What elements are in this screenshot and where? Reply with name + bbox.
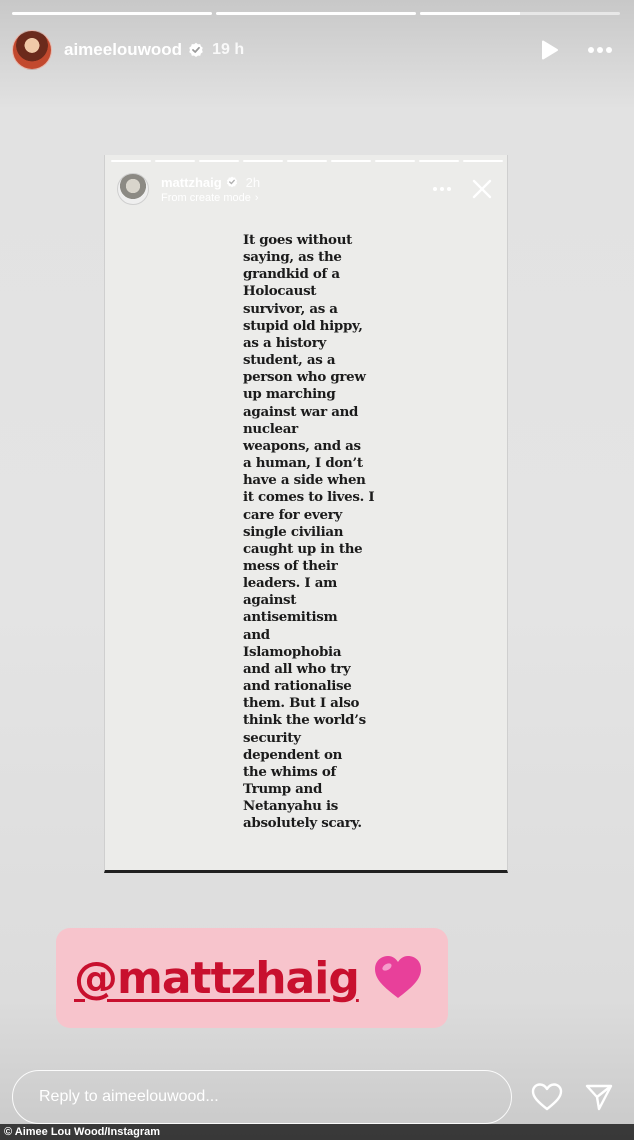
verified-badge-icon — [226, 176, 238, 188]
card-username[interactable]: mattzhaig — [161, 174, 222, 190]
card-progress — [111, 160, 503, 163]
more-icon[interactable] — [431, 182, 453, 196]
story-quote-text: It goes without saying, as the grandkid of a Holocaust survivor, as a stupid old hippy, as a history student, as a person who grew up marching against war and nuclear weapons, and as a human, I don’t have a side when it comes to lives. I care for every single civilian caught up in the mess of their leaders. I am against antisemitism and Islamophobia and all who try and rationalise them. But I also think the world’s security dependent on the whims of Trump and Netanyahu is absolutely scary. — [243, 232, 375, 832]
progress-segment — [420, 12, 620, 15]
mention-sticker[interactable] — [56, 928, 448, 1028]
play-icon[interactable] — [538, 39, 560, 61]
story-time: 19 h — [212, 41, 245, 58]
card-subtitle[interactable]: From create mode — [161, 191, 251, 204]
card-meta — [161, 175, 260, 204]
card-time: 2h — [245, 174, 261, 190]
close-icon[interactable] — [471, 178, 493, 200]
card-header — [117, 171, 497, 207]
more-icon[interactable] — [586, 39, 614, 61]
reshared-story-card[interactable] — [104, 155, 508, 873]
reply-input[interactable]: Reply to aimeelouwood... — [12, 1070, 512, 1124]
verified-badge-icon — [188, 42, 204, 58]
story-progress — [12, 12, 620, 15]
heart-outline-icon[interactable] — [531, 1083, 563, 1111]
pink-heart-icon — [373, 955, 423, 1001]
chevron-right-icon: › — [254, 191, 259, 204]
story-username[interactable]: aimeelouwood — [64, 40, 183, 59]
photo-credit: © Aimee Lou Wood/Instagram — [0, 1124, 634, 1140]
avatar[interactable] — [12, 30, 52, 70]
progress-segment — [12, 12, 212, 15]
send-icon[interactable] — [584, 1082, 614, 1112]
mention-text[interactable]: @mattzhaig — [74, 952, 359, 1004]
story-header — [12, 28, 622, 72]
progress-segment — [216, 12, 416, 15]
card-avatar[interactable] — [117, 173, 149, 205]
